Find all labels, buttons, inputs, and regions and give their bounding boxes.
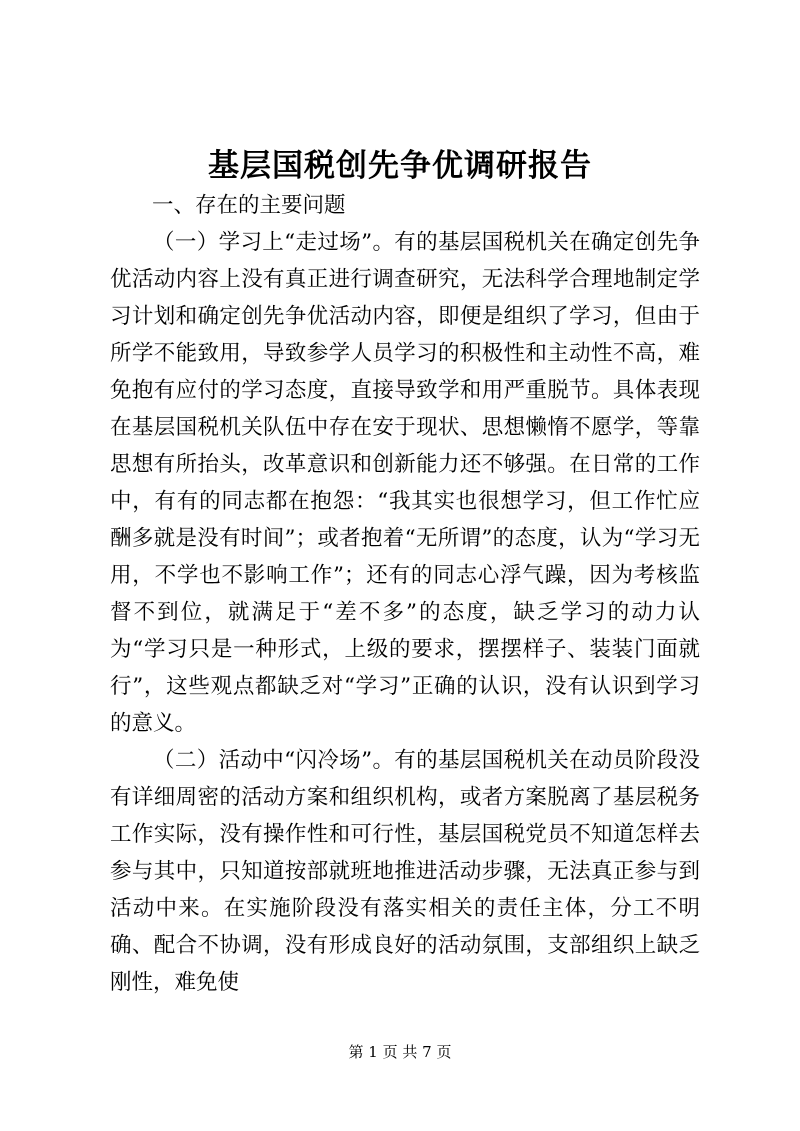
- paragraph-1: （一）学习上“走过场”。有的基层国税机关在确定创先争优活动内容上没有真正进行调查研究，无法科学合理地制定学习计划和确定创先争优活动内容，即便是组织了学习，但由于所学不能致用，导致参学人员学习的积极性和主动性不高，难免抱有应付的学习态度，直接导致学和用严重脱节。具体表现在基层国税机关队伍中存在安于现状、思想懒惰不愿学，等靠思想有所抬头，改革意识和创新能力还不够强。在日常的工作中，有有的同志都在抱怨：“我其实也很想学习，但工作忙应酬多就是没有时间”；或者抱着“无所谓”的态度，认为“学习无用，不学也不影响工作”；还有的同志心浮气躁，因为考核监督不到位，就满足于“差不多”的态度，缺乏学习的动力认为“学习只是一种形式，上级的要求，摆摆样子、装装门面就行”，这些观点都缺乏对“学习”正确的认识，没有认识到学习的意义。: [110, 230, 700, 736]
- document-body: [110, 187, 700, 1001]
- paragraph-2: （二）活动中“闪冷场”。有的基层国税机关在动员阶段没有详细周密的活动方案和组织机构，或者方案脱离了基层税务工作实际，没有操作性和可行性，基层国税党员不知道怎样去参与其中，只知道按部就班地推进活动步骤，无法真正参与到活动中来。在实施阶段没有落实相关的责任主体，分工不明确、配合不协调，没有形成良好的活动氛围，支部组织上缺乏刚性，难免使: [110, 748, 700, 995]
- document-title: 基层国税创先争优调研报告: [208, 148, 592, 184]
- page-number-footer: 第 1 页 共 7 页: [348, 1043, 452, 1061]
- section-heading: 一、存在的主要问题: [152, 193, 346, 218]
